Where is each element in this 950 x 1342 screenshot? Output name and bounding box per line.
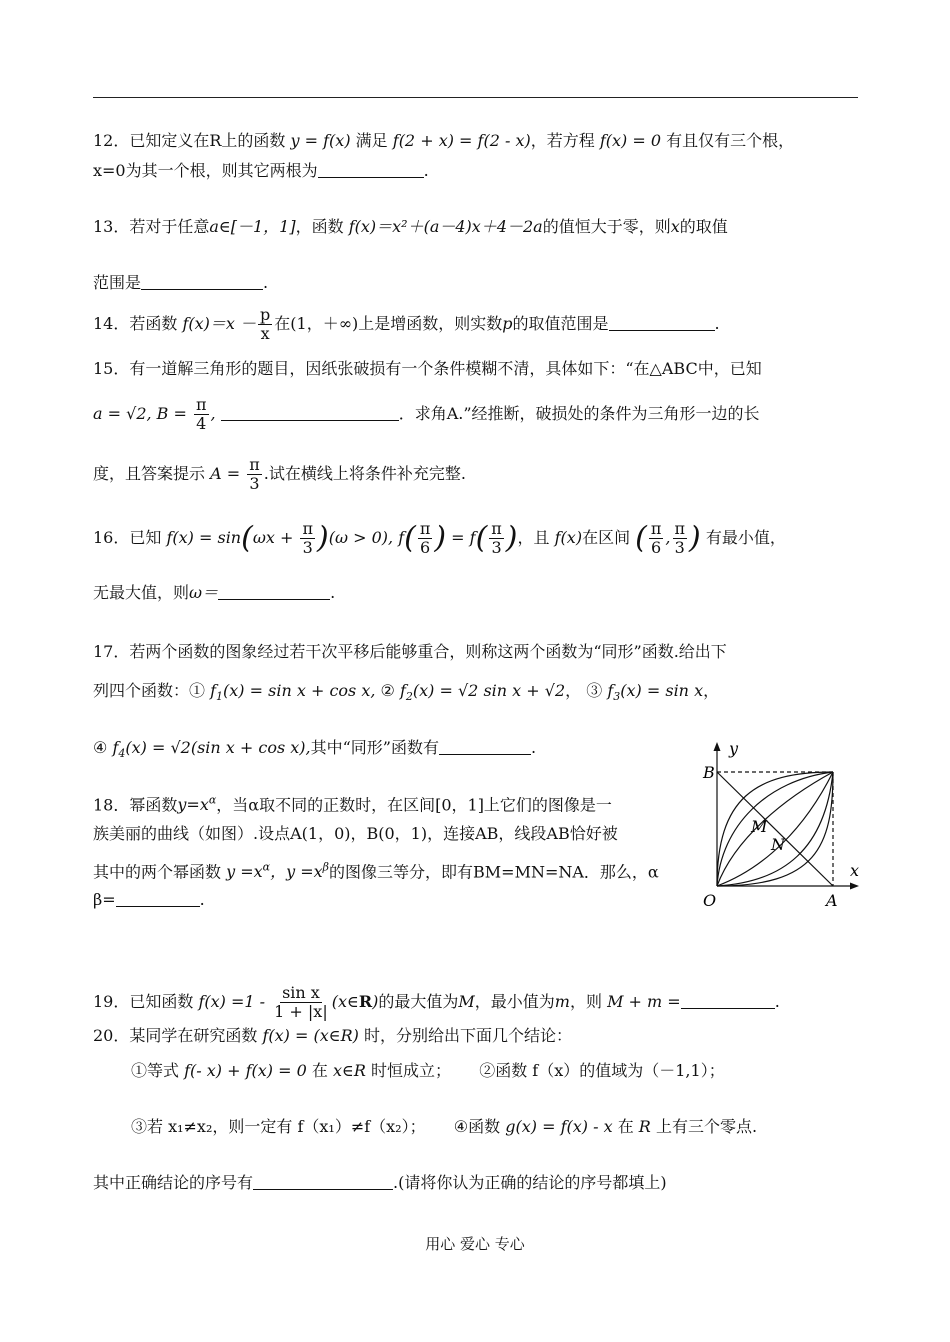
q17-line1: 17．若两个函数的图象经过若干次平移后能够重合，则称这两个函数为“同形”函数.给出下: [93, 642, 727, 661]
q12-answer-blank[interactable]: [318, 161, 424, 178]
q12-equation: f(x) = 0: [599, 131, 662, 150]
q19-answer-blank[interactable]: [681, 992, 775, 1009]
q17-f3: $f_3(x) = \sin x$: [607, 681, 704, 704]
q14-function: f(x)＝x － $\frac{p}{x}$: [182, 305, 271, 343]
q18-two-funcs: $y =x^\alpha$，$y =x^\beta$: [226, 861, 330, 882]
q18-line2: 族美丽的曲线（如图）.设点A(1，0)，B(0，1)，连接AB，线段AB恰好被: [93, 824, 618, 843]
q15-answer-blank[interactable]: [221, 404, 399, 421]
q15-line1: 15．有一道解三角形的题目，因纸张破损有一个条件模糊不清，具体如下：“在△ABC中，已知: [93, 359, 762, 378]
q17-line2: 列四个函数：① $f_1(x) = \sin x + \cos x$, ② $f_2(x) = √2$ sin x + √2， ③ $f_3(x) = \sin x$，: [93, 681, 720, 704]
q18-power-func: $y=x^\alpha$: [177, 794, 217, 815]
label-x: x: [850, 861, 860, 880]
q20-identity: f(- x) + f(x) = 0: [184, 1061, 307, 1080]
power-function-figure: [695, 738, 875, 910]
q13-answer-blank[interactable]: [141, 273, 263, 290]
q15-given: a = √2, B = $\frac{\pi}{4}$ ,: [93, 395, 216, 433]
q17-f4: $f_4(x) = √2(\sin$ x + cos x),: [112, 738, 311, 761]
q18-line1: 18．幂函数$y=x^\alpha$，当α取不同的正数时，在区间[0，1]上它们的图像是一: [93, 794, 612, 815]
label-o: O: [703, 891, 717, 910]
q20-answer-blank[interactable]: [253, 1173, 393, 1190]
label-n: N: [771, 835, 785, 854]
q16-line2: 无最大值，则ω＝ .: [93, 583, 336, 602]
q12-symmetry: f(2 + x) = f(2 - x): [392, 131, 531, 150]
q16-fx: f(x): [554, 528, 583, 547]
x-axis-arrow: [850, 883, 859, 890]
q19-line: 19．已知函数 f(x) =1 - $\frac{\text{sin x}}{1 + |x|}$ (x∈R)的最大值为M，最小值为m，则 M + m = .: [93, 983, 780, 1021]
q12-line1: 12．已知定义在R上的函数 y = f(x) 满足 f(2 + x) = f(2 - x)，若方程 f(x) = 0 有且仅有三个根，: [93, 131, 795, 150]
q18-line3: 其中的两个幂函数 $y =x^\alpha$，$y =x^\beta$的图像三等分，即有BM=MN=NA．那么，α: [93, 861, 659, 882]
label-m: M: [751, 817, 768, 836]
q20-g-func: g(x) = f(x) - x: [505, 1117, 613, 1136]
label-b: B: [703, 763, 715, 782]
q15-hint: A = $\frac{\pi}{3}$: [210, 455, 260, 493]
q18-line4: β= .: [93, 890, 205, 909]
label-y: y: [729, 739, 739, 758]
q17-answer-blank[interactable]: [439, 738, 531, 755]
q20-last-line: 其中正确结论的序号有 .(请将你认为正确的结论的序号都填上): [93, 1173, 667, 1192]
q16-omega: ω＝: [189, 583, 219, 602]
q19-sum: M + m =: [607, 992, 681, 1011]
q14-answer-blank[interactable]: [609, 314, 715, 331]
segment-ab: [717, 772, 833, 886]
q13-line2: 范围是 .: [93, 273, 269, 292]
q13-line1: 13．若对于任意a∈[－1，1]，函数 f(x)＝x²＋(a－4)x＋4－2a的值恒大于零，则x的取值: [93, 217, 728, 236]
q17-line3: ④ $f_4(x) = √2(\sin$ x + cos x),其中“同形”函数有 .: [93, 738, 537, 761]
q12-func-def: y = f(x): [290, 131, 351, 150]
q16-interval: ( $\frac{\pi}{6}$ , $\frac{\pi}{3}$ ): [635, 519, 701, 557]
q15-line3: 度，且答案提示 A = $\frac{\pi}{3}$ .试在横线上将条件补充完整.: [93, 455, 466, 493]
q19-function: f(x) =1 - $\frac{\text{sin x}}{1 + |x|}$ (x∈R): [198, 983, 379, 1021]
q12-line2: x=0为其一个根，则其它两根为 .: [93, 161, 429, 180]
q17-f1: $f_1(x) = \sin x + \cos x$,: [210, 681, 376, 704]
label-a: A: [826, 891, 838, 910]
q20-items-row2: ③若 x₁≠x₂，则一定有 f（x₁）≠f（x₂）； ④函数 g(x) = f(x) - x 在 R 上有三个零点.: [131, 1117, 758, 1136]
q16-function: f(x) = sin(ωx + $\frac{\pi}{3}$ )(ω > 0),: [166, 519, 394, 557]
q20-items-row1: ①等式 f(- x) + f(x) = 0 在 x∈R 时恒成立； ②函数 f（x）的值域为（－1,1）；: [131, 1061, 725, 1080]
q14-line: 14．若函数 f(x)＝x － $\frac{p}{x}$ 在(1，＋∞)上是增函数，则实数p的取值范围是 .: [93, 305, 720, 343]
q20-domain: x∈R: [333, 1061, 366, 1080]
q16-line1: 16．已知 f(x) = sin(ωx + $\frac{\pi}{3}$ )(ω > 0), f( $\frac{\pi}{6}$ ) = f( $\frac{\pi}{3}$ )，且 f(x)在区间 ( $\frac{\pi}{6}$ , $\frac{\pi}{3}$ ) 有最小值，: [93, 519, 786, 557]
header-rule: [93, 97, 858, 98]
q16-condition: f( $\frac{\pi}{6}$ ) = f( $\frac{\pi}{3}$ ): [398, 519, 518, 557]
q13-function: f(x)＝x²＋(a－4)x＋4－2a: [348, 217, 543, 236]
q20-r: R: [638, 1117, 651, 1136]
q20-function: f(x) = (x∈R): [262, 1026, 359, 1045]
q17-f2: $f_2(x) = √2$ sin x + √2: [399, 681, 566, 704]
q16-answer-blank[interactable]: [218, 583, 330, 600]
q18-answer-blank[interactable]: [116, 890, 200, 907]
y-axis-arrow: [714, 742, 721, 751]
q15-line2: a = √2, B = $\frac{\pi}{4}$ , ．求角A.”经推断，破损处的条件为三角形一边的长: [93, 395, 760, 433]
q20-line1: 20．某同学在研究函数 f(x) = (x∈R) 时，分别给出下面几个结论：: [93, 1026, 572, 1045]
page-footer: 用心 爱心 专心: [425, 1235, 525, 1253]
